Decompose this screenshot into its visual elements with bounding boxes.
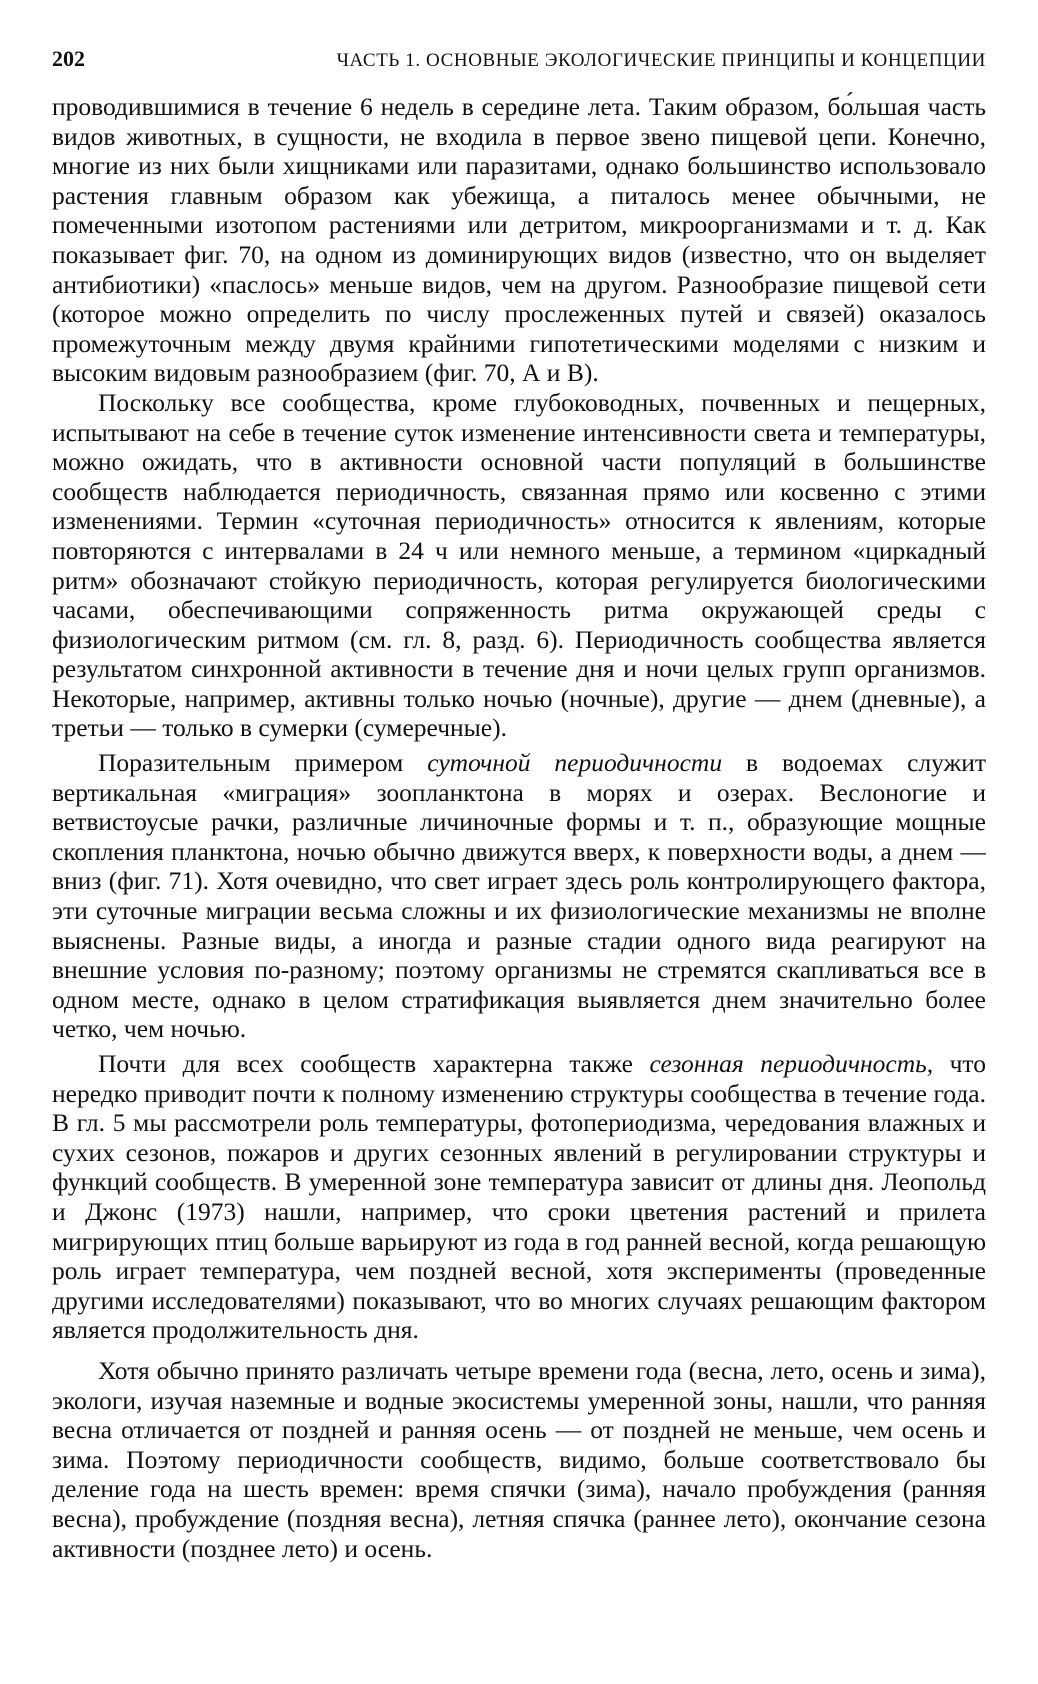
paragraph-2: Поскольку все сообщества, кроме глубоководных, почвенных и пещерных, испытывают на себе в течение суток изменение интенсивности света и температуры, можно ожидать, что в активности основной части популяций в большинстве сообществ наблюдается периодичность, связанная прямо или косвенно с этими изменениями. Термин «суточная периодичность» относится к явлениям, которые повторяются с интервалами в 24 ч или немного меньше, а термином «циркадный ритм» обозначают стойкую периодичность, которая регулируется биологическими часами, обеспечивающими сопряженность ритма окружающей среды с физиологическим ритмом (см. гл. 8, разд. 6). Периодичность сообщества является результатом синхронной активности в течение дня и ночи целых групп организмов. Некоторые, например, активны только ночью (ночные), другие — днем (дневные), а третьи — только в сумерки (сумеречные). <box>52 387 986 743</box>
paragraph-4 <box>52 1049 986 1345</box>
paragraph-3-emphasis: суточной периодичности <box>427 748 723 778</box>
body-text <box>52 92 986 1563</box>
paragraph-1: проводившимися в течение 6 недель в середине лета. Таким образом, бо́льшая часть видов животных, в сущности, не входила в первое звено пищевой цепи. Конечно, многие из них были хищниками или паразитами, однако большинство использовало растения главным образом как убежища, а питалось менее обычными, не помеченными изотопом растениями или детритом, микроорганизмами и т. д. Как показывает фиг. 70, на одном из доминирующих видов (известно, что он выделяет антибиотики) «паслось» меньше видов, чем на другом. Разнообразие пищевой сети (которое можно определить по числу прослеженных путей и связей) оказалось промежуточным между двумя крайними гипотетическими моделями с низким и высоким видовым разнообразием (фиг. 70, А и В). <box>52 92 986 388</box>
book-page <box>52 46 986 1656</box>
page-number: 202 <box>52 46 85 71</box>
paragraph-4-rest: что нередко приводит почти к полному изменению структуры сообщества в течение года. В гл. 5 мы рассмотрели роль температуры, фотопериодизма, чередования влажных и сухих сезонов, пожаров и других сезонных явлений в регулировании структуры и функций сообществ. В умеренной зоне температура зависит от длины дня. Леопольд и Джонс (1973) нашли, например, что сроки цветения растений и прилета мигрирующих птиц больше варьируют из года в год ранней весной, когда решающую роль играет температура, чем поздней весной, хотя эксперименты (проведенные другими исследователями) показывают, что во многих случаях решающим фактором является продолжительность дня. <box>52 1049 986 1345</box>
paragraph-5: Хотя обычно принято различать четыре времени года (весна, лето, осень и зима), экологи, изучая наземные и водные экосистемы умеренной зоны, нашли, что ранняя весна отличается от поздней и ранняя осень — от поздней не меньше, чем осень и зима. Поэтому периодичности сообществ, видимо, больше соответствовало бы деление года на шесть времен: время спячки (зима), начало пробуждения (ранняя весна), пробуждение (поздняя весна), летняя спячка (раннее лето), окончание сезона активности (позднее лето) и осень. <box>52 1355 986 1563</box>
paragraph-4-emphasis: сезонная периодичность, <box>649 1049 934 1078</box>
paragraph-3 <box>52 748 986 1044</box>
running-header <box>52 46 986 82</box>
paragraph-3-start: Поразительным примером <box>98 748 428 778</box>
paragraph-4-start: Почти для всех сообществ характерна также <box>98 1049 650 1078</box>
paragraph-3-rest: в водоемах служит вертикальная «миграция» зоопланктона в морях и озерах. Веслоногие и ветвистоусые рачки, различные личиночные формы и т. п., образующие мощные скопления планктона, ночью обычно движутся вверх, к поверхности воды, а днем — вниз (фиг. 71). Хотя очевидно, что свет играет здесь роль контролирующего фактора, эти суточные миграции весьма сложны и их физиологические механизмы не вполне выяснены. Разные виды, а иногда и разные стадии одного вида реагируют на внешние условия по-разному; поэтому организмы не стремятся скапливаться все в одном месте, однако в целом стратификация выявляется днем значительно более четко, чем ночью. <box>52 748 986 1044</box>
running-title: ЧАСТЬ 1. ОСНОВНЫЕ ЭКОЛОГИЧЕСКИЕ ПРИНЦИПЫ И КОНЦЕПЦИИ <box>336 50 986 71</box>
